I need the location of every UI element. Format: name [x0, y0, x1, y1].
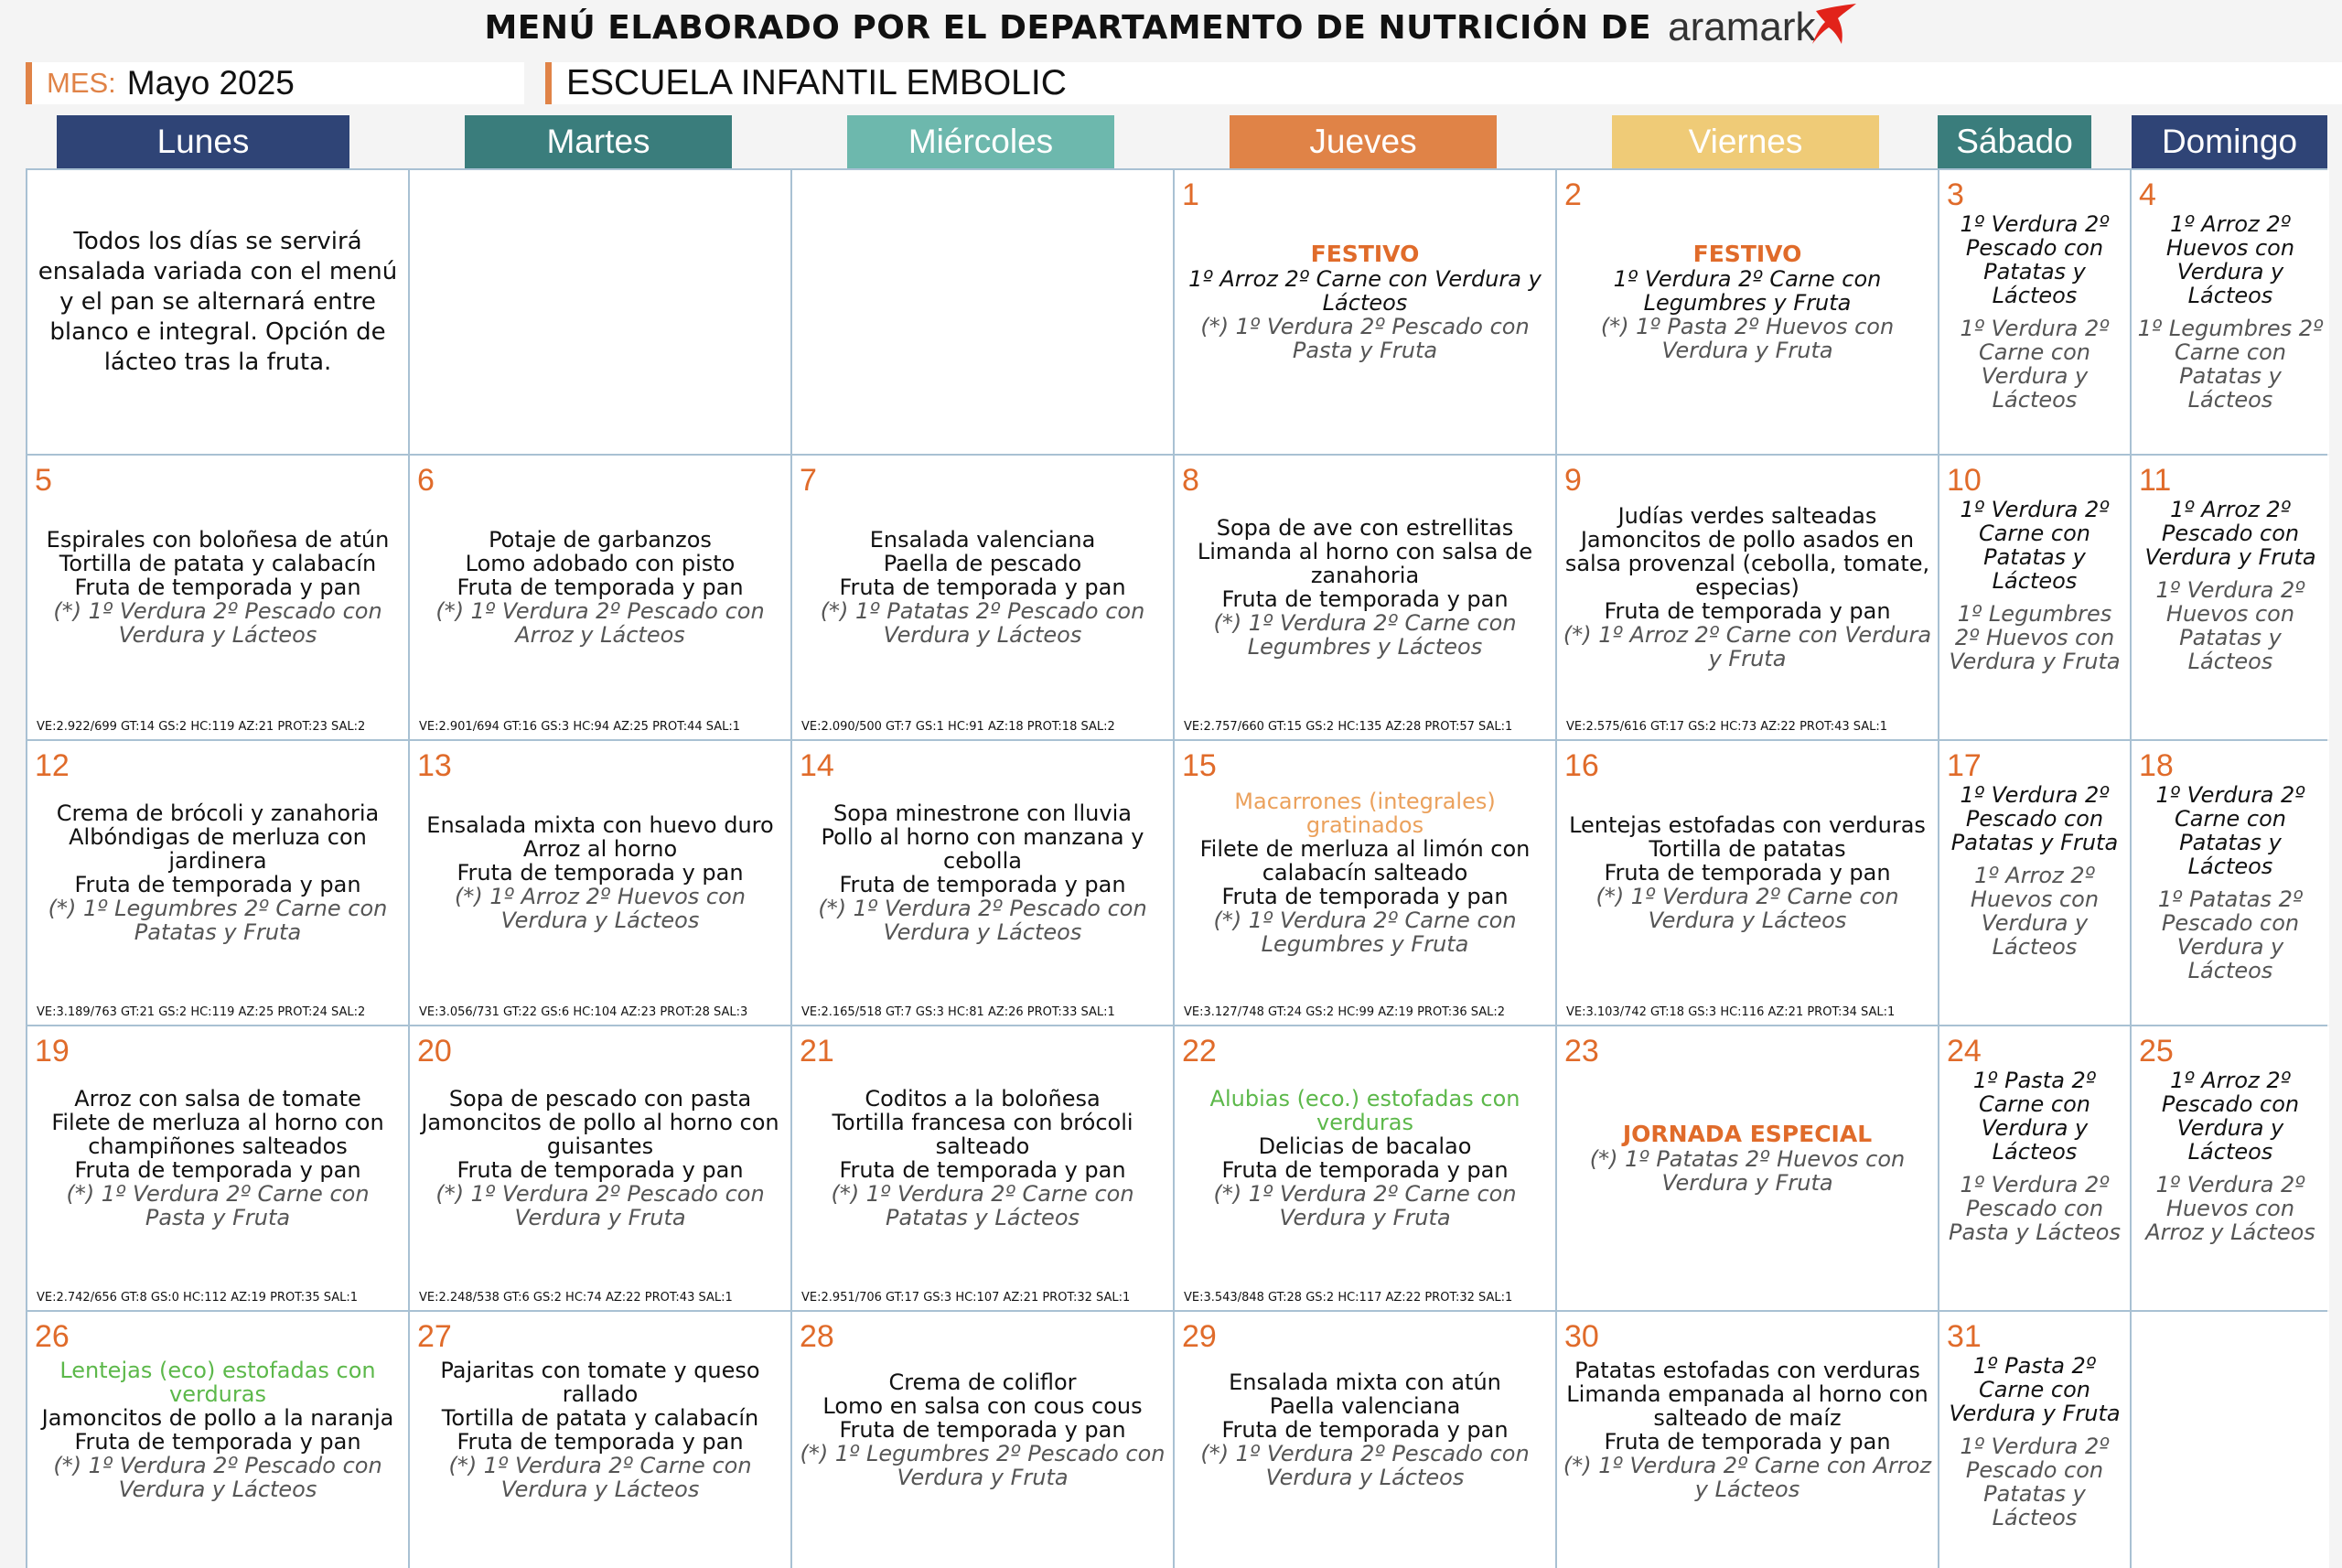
menu-dish: Potaje de garbanzos [489, 527, 712, 553]
menu-dish: Crema de brócoli y zanahoria [56, 800, 380, 826]
alternative-menu: (*) 1º Legumbres 2º Carne con Patatas y Fruta [48, 896, 388, 945]
menu-content [798, 456, 1167, 719]
menu-dish: Tortilla francesa con brócoli salteado [832, 1110, 1133, 1159]
alternative-menu: 1º Verdura 2º Huevos con Arroz y Lácteos [2145, 1172, 2315, 1245]
day-number: 7 [800, 463, 817, 498]
menu-content [2137, 1345, 2324, 1559]
menu-dish: 1º Verdura 2º Carne con Legumbres y Fruta [1613, 266, 1882, 316]
day-number: 5 [35, 463, 52, 498]
menu-dish: Fruta de temporada y pan [1604, 860, 1891, 886]
menu-dish: Jamoncitos de pollo a la naranja [41, 1405, 394, 1431]
menu-content [33, 456, 403, 719]
day-number: 18 [2139, 748, 2174, 783]
menu-dish: Fruta de temporada y pan [74, 1157, 361, 1183]
day-number: 30 [1564, 1319, 1599, 1354]
info-note-cell [27, 170, 408, 454]
menu-dish: Tortilla de patata y calabacín [441, 1405, 759, 1431]
alternative-menu: (*) 1º Verdura 2º Pescado con Verdura y Lácteos [818, 896, 1147, 945]
menu-content [415, 170, 785, 434]
weekday-header-martes: Martes [465, 115, 732, 168]
day-number: 17 [1947, 748, 1982, 783]
menu-content [33, 1026, 403, 1290]
day-number: 3 [1947, 177, 1964, 212]
nutrition-info: VE:2.951/706 GT:17 GS:3 HC:107 AZ:21 PROT:32 SAL:1 [801, 1291, 1131, 1305]
nutrition-info: VE:2.901/694 GT:16 GS:3 HC:94 AZ:25 PROT:44 SAL:1 [419, 720, 741, 734]
day-cell-13 [410, 741, 790, 1025]
alternative-menu: (*) 1º Verdura 2º Carne con Pasta y Fruta [66, 1181, 370, 1230]
menu-dish: Ensalada mixta con atún [1229, 1369, 1501, 1395]
day-cell-18 [2132, 741, 2329, 1025]
menu-dish: Arroz con salsa de tomate [74, 1086, 361, 1112]
day-number: 23 [1564, 1034, 1599, 1069]
menu-dish: Coditos a la boloñesa [865, 1086, 1101, 1112]
menu-dish: Crema de coliflor [888, 1369, 1077, 1395]
menu-dish: Fruta de temporada y pan [74, 1429, 361, 1455]
day-cell-2 [1557, 170, 1938, 454]
empty-day-cell [2132, 1312, 2329, 1568]
menu-content [798, 1312, 1167, 1548]
weekday-header-miércoles: Miércoles [847, 115, 1114, 168]
menu-content [1945, 203, 2124, 445]
menu-dish: Limanda empanada al horno con salteado de maíz [1566, 1381, 1928, 1431]
aramark-star-icon [1810, 2, 1858, 46]
nutrition-info: VE:3.127/748 GT:24 GS:2 HC:99 AZ:19 PROT:36 SAL:2 [1184, 1005, 1506, 1019]
alternative-menu: 1º Legumbres 2º Carne con Patatas y Lácteos [2137, 316, 2324, 413]
day-number: 11 [2139, 463, 2172, 498]
alternative-menu: (*) 1º Arroz 2º Carne con Verdura y Fruta [1563, 622, 1932, 671]
alternative-menu: 1º Verdura 2º Huevos con Patatas y Lácteos [2155, 577, 2305, 674]
day-cell-5 [27, 456, 408, 739]
day-number: 10 [1947, 463, 1982, 498]
menu-dish: Fruta de temporada y pan [1221, 1157, 1509, 1183]
day-cell-3 [1939, 170, 2130, 454]
menu-content [1945, 774, 2124, 1015]
menu-dish: Espirales con boloñesa de atún [46, 527, 390, 553]
alternative-menu: 1º Verdura 2º Carne con Verdura y Lácteos [1960, 316, 2110, 413]
alternative-menu: (*) 1º Verdura 2º Pescado con Verdura y Lácteos [53, 1453, 382, 1502]
menu-dish: 1º Verdura 2º Carne con Patatas y Lácteos [1960, 497, 2110, 594]
alternative-menu: (*) 1º Legumbres 2º Pescado con Verdura y Fruta [800, 1441, 1166, 1490]
holiday-label: FESTIVO [1310, 241, 1420, 267]
day-cell-19 [27, 1026, 408, 1310]
alternative-menu: (*) 1º Verdura 2º Pescado con Verdura y Lácteos [1200, 1441, 1530, 1490]
page-header [0, 0, 2342, 55]
empty-day-cell [792, 170, 1173, 454]
nutrition-info: VE:2.922/699 GT:14 GS:2 HC:119 AZ:21 PROT:23 SAL:2 [37, 720, 366, 734]
menu-content [1945, 489, 2124, 730]
menu-dish: 1º Pasta 2º Carne con Verdura y Lácteos [1972, 1068, 2097, 1165]
menu-dish: Fruta de temporada y pan [1604, 598, 1891, 624]
day-number: 6 [417, 463, 435, 498]
logo-text: aramark [1668, 5, 1816, 49]
weekday-header-viernes: Viernes [1612, 115, 1879, 168]
menu-dish: Fruta de temporada y pan [1604, 1429, 1891, 1455]
school-name: ESCUELA INFANTIL EMBOLIC [566, 63, 1067, 102]
menu-dish: Fruta de temporada y pan [457, 575, 744, 600]
nutrition-info: VE:2.090/500 GT:7 GS:1 HC:91 AZ:18 PROT:18 SAL:2 [801, 720, 1115, 734]
day-number: 9 [1564, 463, 1582, 498]
menu-dish: Fruta de temporada y pan [457, 1157, 744, 1183]
day-number: 31 [1947, 1319, 1982, 1354]
day-cell-22 [1175, 1026, 1555, 1310]
menu-content [415, 1312, 785, 1548]
menu-content [415, 456, 785, 719]
menu-content [1180, 170, 1550, 434]
menu-content [798, 170, 1167, 434]
menu-dish: Paella valenciana [1269, 1393, 1461, 1419]
menu-dish: Limanda al horno con salsa de zanahoria [1197, 539, 1533, 588]
day-number: 20 [417, 1034, 452, 1069]
day-number: 24 [1947, 1034, 1982, 1069]
page-title: MENÚ ELABORADO POR EL DEPARTAMENTO DE NUTRICIÓN DE [484, 8, 1652, 47]
nutrition-info: VE:2.165/518 GT:7 GS:3 HC:81 AZ:26 PROT:33 SAL:1 [801, 1005, 1115, 1019]
general-note: Todos los días se servirá ensalada variada con el menú y el pan se alternará entre blanco e integral. Opción de lácteo tras la fruta. [38, 227, 398, 376]
menu-dish: Tortilla de patatas [1649, 836, 1846, 862]
alternative-menu: (*) 1º Verdura 2º Carne con Verdura y Lácteos [448, 1453, 752, 1502]
menu-dish: Fruta de temporada y pan [839, 1157, 1126, 1183]
alternative-menu: (*) 1º Verdura 2º Carne con Legumbres y Fruta [1213, 908, 1517, 957]
menu-dish: 1º Verdura 2º Carne con Patatas y Lácteos [2155, 782, 2305, 879]
menu-content [1180, 1312, 1550, 1548]
day-cell-6 [410, 456, 790, 739]
menu-dish: Sopa de pescado con pasta [448, 1086, 752, 1112]
day-cell-16 [1557, 741, 1938, 1025]
menu-dish: Fruta de temporada y pan [457, 860, 744, 886]
day-cell-12 [27, 741, 408, 1025]
day-cell-23 [1557, 1026, 1938, 1310]
day-cell-1 [1175, 170, 1555, 454]
day-number: 16 [1564, 748, 1599, 783]
aramark-logo [1668, 5, 1857, 50]
alternative-menu: (*) 1º Verdura 2º Carne con Patatas y Lácteos [831, 1181, 1134, 1230]
day-number: 1 [1182, 177, 1199, 212]
menu-dish: Pollo al horno con manzana y cebolla [821, 824, 1144, 874]
school-field [545, 62, 2342, 104]
menu-dish: Lomo adobado con pisto [465, 551, 736, 576]
nutrition-info: VE:3.056/731 GT:22 GS:6 HC:104 AZ:23 PROT:28 SAL:3 [419, 1005, 748, 1019]
menu-content [2137, 489, 2324, 730]
alternative-menu: (*) 1º Verdura 2º Carne con Verdura y Fruta [1213, 1181, 1517, 1230]
menu-dish: 1º Verdura 2º Pescado con Patatas y Lácteos [1960, 211, 2110, 308]
menu-dish: Delicias de bacalao [1258, 1133, 1472, 1159]
day-number: 25 [2139, 1034, 2174, 1069]
day-number: 4 [2139, 177, 2156, 212]
day-number: 2 [1564, 177, 1582, 212]
menu-content [1563, 456, 1932, 719]
menu-dish: Pajaritas con tomate y queso rallado [440, 1358, 760, 1407]
day-cell-20 [410, 1026, 790, 1310]
menu-content [33, 741, 403, 1004]
nutrition-info: VE:3.189/763 GT:21 GS:2 HC:119 AZ:25 PROT:24 SAL:2 [37, 1005, 366, 1019]
day-cell-11 [2132, 456, 2329, 739]
holiday-label: JORNADA ESPECIAL [1622, 1121, 1873, 1147]
menu-content [798, 741, 1167, 1004]
menu-content [1563, 170, 1932, 434]
day-cell-14 [792, 741, 1173, 1025]
menu-content [1180, 741, 1550, 1004]
day-number: 26 [35, 1319, 70, 1354]
day-number: 13 [417, 748, 452, 783]
nutrition-info: VE:3.543/848 GT:28 GS:2 HC:117 AZ:22 PROT:32 SAL:1 [1184, 1291, 1513, 1305]
nutrition-info: VE:2.248/538 GT:6 GS:2 HC:74 AZ:22 PROT:43 SAL:1 [419, 1291, 733, 1305]
alternative-menu: (*) 1º Verdura 2º Pescado con Pasta y Fruta [1200, 314, 1530, 363]
day-number: 21 [800, 1034, 834, 1069]
menu-content [33, 170, 403, 434]
menu-dish: 1º Pasta 2º Carne con Verdura y Fruta [1949, 1353, 2121, 1426]
menu-dish: Fruta de temporada y pan [839, 575, 1126, 600]
day-number: 27 [417, 1319, 452, 1354]
day-number: 28 [800, 1319, 834, 1354]
alternative-menu: (*) 1º Verdura 2º Pescado con Verdura y Lácteos [53, 598, 382, 648]
menu-dish: Fruta de temporada y pan [74, 575, 361, 600]
day-cell-21 [792, 1026, 1173, 1310]
nutrition-info: VE:2.575/616 GT:17 GS:2 HC:73 AZ:22 PROT:43 SAL:1 [1566, 720, 1888, 734]
menu-content [33, 1312, 403, 1548]
day-cell-7 [792, 456, 1173, 739]
day-number: 15 [1182, 748, 1217, 783]
menu-dish: Fruta de temporada y pan [1221, 586, 1509, 612]
menu-dish: Jamoncitos de pollo asados en salsa provenzal (cebolla, tomate, especias) [1564, 527, 1930, 600]
menu-dish: Filete de merluza al limón con calabacín salteado [1199, 836, 1531, 886]
menu-dish: Macarrones (integrales) gratinados [1234, 789, 1496, 838]
menu-content [1563, 1026, 1932, 1290]
menu-dish: Ensalada valenciana [869, 527, 1096, 553]
menu-dish: Ensalada mixta con huevo duro [426, 812, 774, 838]
day-cell-15 [1175, 741, 1555, 1025]
menu-dish: 1º Arroz 2º Pescado con Verdura y Lácteos [2161, 1068, 2300, 1165]
alternative-menu: 1º Legumbres 2º Huevos con Verdura y Fruta [1949, 601, 2121, 674]
weekday-header-domingo: Domingo [2132, 115, 2327, 168]
menu-dish: Albóndigas de merluza con jardinera [69, 824, 367, 874]
menu-dish: Lomo en salsa con cous cous [822, 1393, 1143, 1419]
month-field [26, 62, 524, 104]
day-cell-30 [1557, 1312, 1938, 1568]
alternative-menu: (*) 1º Pasta 2º Huevos con Verdura y Fruta [1600, 314, 1895, 363]
alternative-menu: (*) 1º Verdura 2º Carne con Verdura y Lácteos [1595, 884, 1899, 933]
month-label: MES: [47, 67, 116, 99]
menu-dish: Fruta de temporada y pan [1221, 884, 1509, 909]
alternative-menu: 1º Verdura 2º Pescado con Pasta y Lácteos [1949, 1172, 2121, 1245]
menu-dish: Paella de pescado [883, 551, 1082, 576]
menu-dish: Jamoncitos de pollo al horno con guisantes [421, 1110, 779, 1159]
menu-dish: Sopa de ave con estrellitas [1216, 515, 1514, 541]
menu-content [1563, 741, 1932, 1004]
menu-dish: Fruta de temporada y pan [74, 872, 361, 897]
menu-content [2137, 203, 2324, 445]
day-cell-31 [1939, 1312, 2130, 1568]
menu-dish: 1º Arroz 2º Carne con Verdura y Lácteos [1188, 266, 1542, 316]
day-number: 19 [35, 1034, 70, 1069]
day-cell-26 [27, 1312, 408, 1568]
menu-dish: Alubias (eco.) estofadas con verduras [1209, 1086, 1520, 1135]
holiday-label: FESTIVO [1692, 241, 1802, 267]
day-number: 22 [1182, 1034, 1217, 1069]
day-cell-10 [1939, 456, 2130, 739]
day-cell-25 [2132, 1026, 2329, 1310]
menu-dish: Tortilla de patata y calabacín [59, 551, 377, 576]
nutrition-info: VE:2.742/656 GT:8 GS:0 HC:112 AZ:19 PROT:35 SAL:1 [37, 1291, 359, 1305]
day-cell-28 [792, 1312, 1173, 1568]
menu-content [1180, 456, 1550, 719]
menu-content [2137, 774, 2324, 1015]
alternative-menu: 1º Arroz 2º Huevos con Verdura y Lácteos [1970, 863, 2100, 960]
weekday-header-sábado: Sábado [1938, 115, 2091, 168]
alternative-menu: (*) 1º Patatas 2º Huevos con Verdura y Fruta [1589, 1146, 1906, 1196]
menu-dish: Sopa minestrone con lluvia [833, 800, 1132, 826]
alternative-menu: (*) 1º Verdura 2º Carne con Legumbres y Lácteos [1213, 610, 1517, 660]
day-number: 14 [800, 748, 834, 783]
alternative-menu: (*) 1º Verdura 2º Carne con Arroz y Lácteos [1563, 1453, 1932, 1502]
menu-dish: Lentejas estofadas con verduras [1569, 812, 1926, 838]
day-cell-24 [1939, 1026, 2130, 1310]
day-cell-17 [1939, 741, 2130, 1025]
alternative-menu: 1º Verdura 2º Pescado con Patatas y Lácteos [1960, 1434, 2110, 1530]
menu-content [415, 741, 785, 1004]
alternative-menu: (*) 1º Arroz 2º Huevos con Verdura y Lácteos [455, 884, 746, 933]
month-value: Mayo 2025 [126, 64, 295, 102]
menu-dish: Judías verdes salteadas [1617, 503, 1877, 529]
menu-content [1945, 1345, 2124, 1559]
weekday-header-jueves: Jueves [1230, 115, 1497, 168]
nutrition-info: VE:3.103/742 GT:18 GS:3 HC:116 AZ:21 PROT:34 SAL:1 [1566, 1005, 1896, 1019]
nutrition-info: VE:2.757/660 GT:15 GS:2 HC:135 AZ:28 PROT:57 SAL:1 [1184, 720, 1513, 734]
menu-dish: 1º Arroz 2º Huevos con Verdura y Lácteos [2165, 211, 2295, 308]
menu-dish: Lentejas (eco) estofadas con verduras [59, 1358, 376, 1407]
alternative-menu: (*) 1º Verdura 2º Pescado con Verdura y Fruta [435, 1181, 765, 1230]
menu-dish: Fruta de temporada y pan [839, 872, 1126, 897]
menu-content [798, 1026, 1167, 1290]
day-number: 29 [1182, 1319, 1217, 1354]
menu-content [1945, 1059, 2124, 1301]
day-cell-9 [1557, 456, 1938, 739]
menu-dish: 1º Verdura 2º Pescado con Patatas y Fruta [1950, 782, 2119, 855]
menu-dish: 1º Arroz 2º Pescado con Verdura y Fruta [2144, 497, 2316, 570]
day-cell-4 [2132, 170, 2329, 454]
menu-content [2137, 1059, 2324, 1301]
alternative-menu: (*) 1º Patatas 2º Pescado con Verdura y Lácteos [820, 598, 1145, 648]
menu-dish: Filete de merluza al horno con champiñones salteados [51, 1110, 384, 1159]
menu-content [415, 1026, 785, 1290]
menu-dish: Fruta de temporada y pan [839, 1417, 1126, 1443]
weekday-header-lunes: Lunes [57, 115, 349, 168]
day-cell-27 [410, 1312, 790, 1568]
menu-content [1563, 1312, 1932, 1548]
day-cell-29 [1175, 1312, 1555, 1568]
alternative-menu: 1º Patatas 2º Pescado con Verdura y Lácteos [2157, 886, 2304, 983]
menu-content [1180, 1026, 1550, 1290]
menu-dish: Arroz al horno [522, 836, 678, 862]
day-number: 8 [1182, 463, 1199, 498]
calendar-grid [26, 168, 2327, 1568]
menu-dish: Fruta de temporada y pan [457, 1429, 744, 1455]
day-cell-8 [1175, 456, 1555, 739]
menu-dish: Patatas estofadas con verduras [1574, 1358, 1920, 1383]
empty-day-cell [410, 170, 790, 454]
menu-dish: Fruta de temporada y pan [1221, 1417, 1509, 1443]
alternative-menu: (*) 1º Verdura 2º Pescado con Arroz y Lácteos [435, 598, 765, 648]
day-number: 12 [35, 748, 70, 783]
